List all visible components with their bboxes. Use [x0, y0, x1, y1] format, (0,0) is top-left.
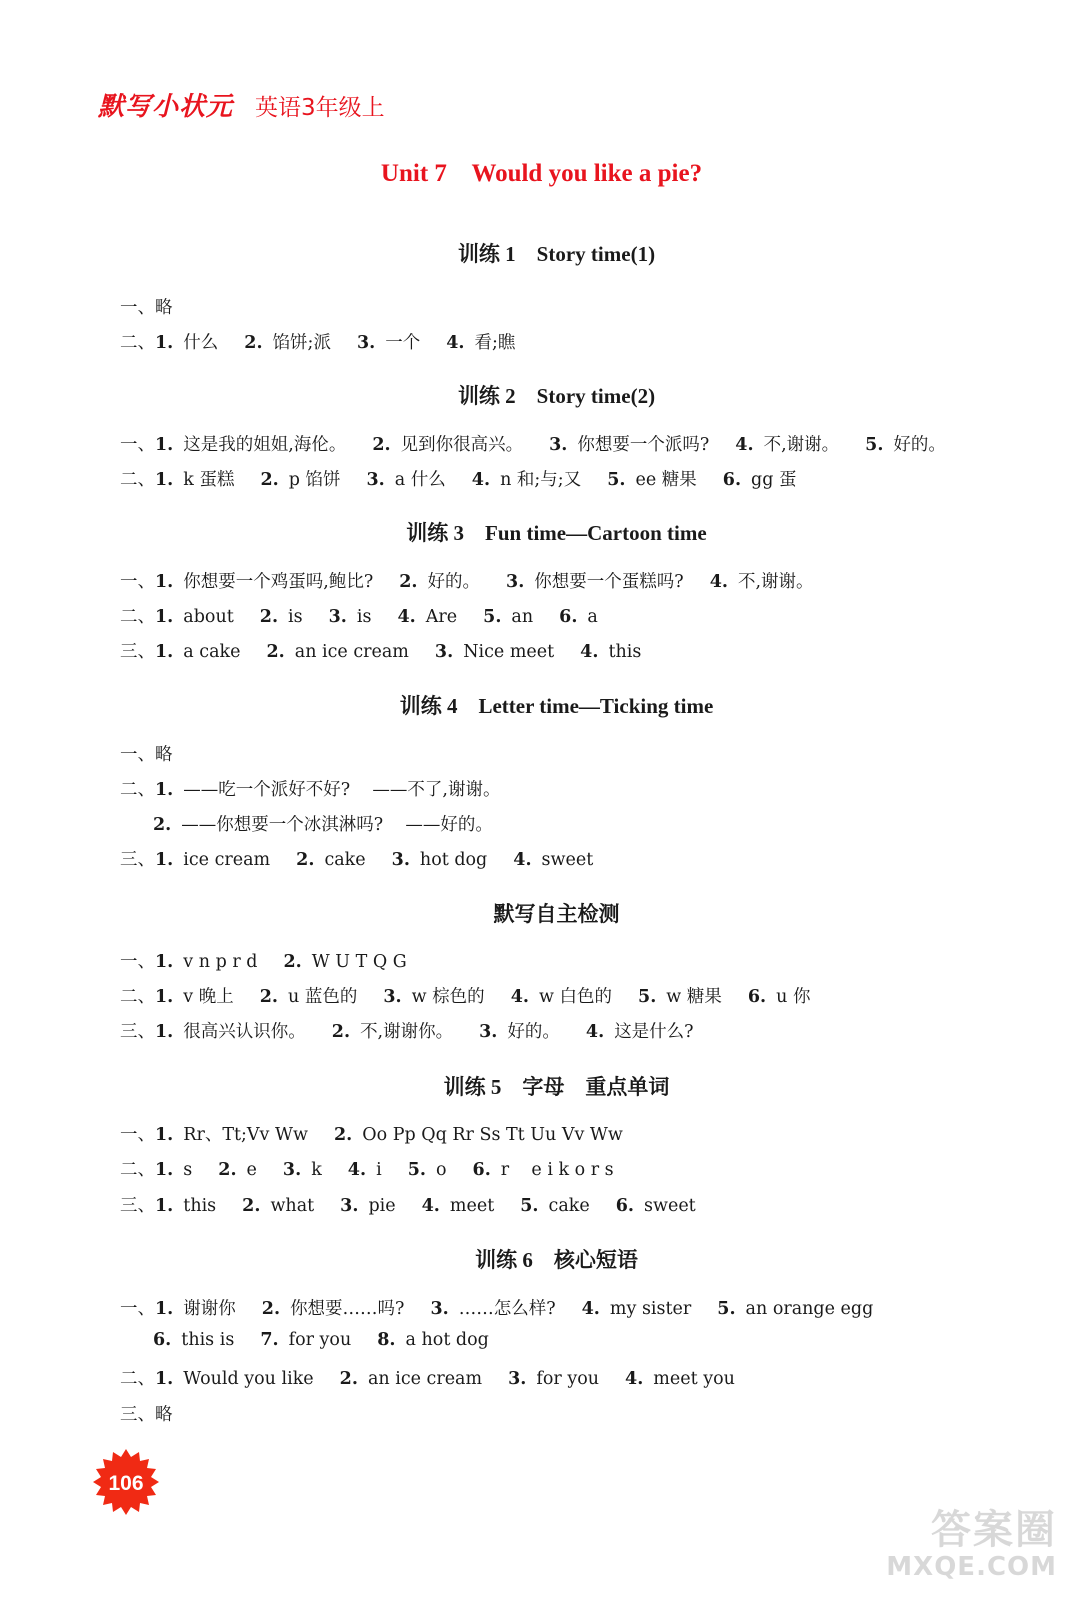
item-number: 2.: [153, 815, 172, 835]
item-number: 4.: [421, 1196, 440, 1216]
question-group-label: 一、: [120, 1125, 155, 1145]
item-answer: this: [608, 642, 642, 662]
item-answer: 馅饼;派: [272, 333, 331, 353]
item-answer: my sister: [609, 1299, 692, 1319]
answer-line: [120, 1365, 735, 1390]
answer-item: [372, 435, 523, 455]
item-answer: what: [270, 1196, 315, 1216]
item-answer: e: [246, 1160, 257, 1180]
answer-item: [397, 607, 457, 627]
answer-item: [472, 470, 581, 490]
answer-item: [549, 435, 709, 455]
item-answer: 这是我的姐姐,海伦。: [183, 435, 347, 455]
answer-item: [155, 642, 240, 662]
item-answer: 略: [155, 298, 173, 318]
item-number: 3.: [508, 1369, 527, 1389]
item-answer: for you: [536, 1369, 600, 1389]
item-answer: cake: [548, 1196, 590, 1216]
answer-item: [508, 1369, 599, 1389]
item-answer: 不,谢谢。: [763, 435, 840, 455]
item-number: 2.: [244, 333, 263, 353]
brand-title: 默写小状元: [98, 92, 234, 122]
item-number: 3.: [340, 1196, 359, 1216]
item-answer: 一个: [385, 333, 421, 353]
item-number: 4.: [581, 1299, 600, 1319]
answer-line: [120, 1018, 694, 1043]
item-answer: ……怎么样?: [458, 1299, 556, 1319]
item-number: 4.: [580, 642, 599, 662]
answer-item: [260, 607, 303, 627]
item-number: 1.: [155, 1022, 174, 1042]
item-answer: a: [587, 607, 598, 627]
question-group-label: 一、: [120, 435, 155, 455]
item-answer: r e i k o r s: [500, 1160, 614, 1180]
item-answer: u 你: [776, 987, 811, 1007]
answer-item: [155, 745, 173, 765]
question-group-label: 三、: [120, 1405, 155, 1425]
item-answer: gg 蛋: [751, 470, 797, 490]
answer-item: [422, 1196, 495, 1216]
page-header: [98, 86, 385, 123]
answer-line: [120, 568, 814, 593]
answer-line: [120, 294, 173, 319]
item-number: 4.: [471, 470, 491, 490]
answer-item: [155, 298, 173, 318]
item-answer: meet: [449, 1196, 495, 1216]
question-group-label: 一、: [120, 298, 155, 318]
watermark: [851, 1498, 1061, 1582]
answer-item: [377, 1330, 489, 1350]
item-answer: w 白色的: [538, 987, 613, 1007]
item-number: 4.: [347, 1160, 367, 1180]
item-answer: pie: [368, 1196, 396, 1216]
answer-item: [367, 470, 446, 490]
answer-item: [408, 1160, 447, 1180]
item-number: 3.: [366, 470, 385, 490]
item-answer: an: [511, 607, 534, 627]
answer-item: [242, 1196, 314, 1216]
answer-item: [399, 572, 480, 592]
item-answer: 略: [155, 745, 173, 765]
item-answer: Rr、Tt;Vv Ww: [183, 1125, 308, 1145]
answer-item: [155, 470, 234, 490]
item-answer: ice cream: [183, 850, 271, 870]
item-number: 4.: [446, 333, 465, 353]
item-answer: this is: [181, 1330, 235, 1350]
question-group-label: 二、: [120, 333, 155, 353]
answer-line: [120, 638, 641, 663]
answer-item: [155, 1369, 314, 1389]
answer-item: [218, 1160, 257, 1180]
question-group-label: 二、: [120, 1160, 155, 1180]
item-number: 8.: [377, 1330, 396, 1350]
answer-item: [357, 333, 420, 353]
item-answer: ee 糖果: [635, 470, 697, 490]
question-group-label: 二、: [120, 1369, 155, 1389]
item-number: 2.: [372, 435, 391, 455]
item-answer: a cake: [183, 642, 241, 662]
page-number-badge: [92, 1448, 160, 1516]
answer-line: [120, 776, 500, 801]
item-answer: k: [311, 1160, 322, 1180]
question-group-label: 三、: [120, 642, 155, 662]
item-number: 1.: [155, 642, 174, 662]
item-number: 5.: [865, 435, 884, 455]
item-number: 6.: [153, 1330, 172, 1350]
section-title: 训练 4 Letter time—Ticking time: [399, 694, 714, 718]
subject-label: 英语3年级上: [255, 95, 385, 121]
answer-item: [340, 1369, 482, 1389]
answer-item: [155, 780, 500, 800]
item-answer: meet you: [653, 1369, 735, 1389]
item-answer: Would you like: [183, 1369, 314, 1389]
item-answer: w 糖果: [666, 987, 722, 1007]
item-answer: 很高兴认识你。: [183, 1022, 306, 1042]
item-number: 3.: [356, 333, 376, 353]
answer-item: [479, 1022, 560, 1042]
answer-item: [155, 333, 218, 353]
answer-item: [383, 987, 484, 1007]
question-group-label: 三、: [120, 1196, 155, 1216]
answer-item: [392, 850, 488, 870]
answer-line: [120, 603, 598, 628]
item-answer: 看;瞧: [474, 333, 516, 353]
item-answer: 不,谢谢。: [737, 572, 814, 592]
answer-item: [266, 642, 408, 662]
item-number: 3.: [549, 435, 568, 455]
answer-item: [155, 1160, 192, 1180]
answer-item: [329, 607, 372, 627]
item-number: 4.: [709, 572, 728, 592]
item-number: 5.: [638, 987, 657, 1007]
item-number: 2.: [283, 952, 302, 972]
item-answer: p 馅饼: [288, 470, 341, 490]
item-number: 1.: [155, 1160, 174, 1180]
answer-item: [244, 333, 331, 353]
item-answer: cake: [324, 850, 366, 870]
item-number: 3.: [282, 1160, 302, 1180]
item-answer: ——吃一个派好不好? ——不了,谢谢。: [183, 780, 501, 800]
answer-item: [155, 1196, 216, 1216]
answer-item: [483, 607, 533, 627]
item-number: 1.: [155, 435, 174, 455]
item-number: 6.: [722, 470, 742, 490]
item-number: 7.: [260, 1330, 279, 1350]
answer-item: [155, 572, 373, 592]
question-group-label: 二、: [120, 780, 155, 800]
answer-item: [473, 1160, 614, 1180]
item-answer: ——你想要一个冰淇淋吗? ——好的。: [181, 815, 493, 835]
question-group-label: 一、: [120, 1299, 155, 1319]
item-answer: 好的。: [893, 435, 946, 455]
item-number: 6.: [615, 1196, 634, 1216]
item-number: 4.: [585, 1022, 605, 1042]
item-number: 1.: [155, 780, 174, 800]
section-title: 训练 6 核心短语: [475, 1248, 638, 1272]
item-number: 2.: [333, 1125, 353, 1145]
item-answer: s: [183, 1160, 193, 1180]
answer-item: [717, 1299, 873, 1319]
answer-item: [155, 1125, 308, 1145]
item-number: 1.: [155, 470, 174, 490]
item-number: 1.: [155, 987, 174, 1007]
item-number: 4.: [735, 435, 754, 455]
item-answer: hot dog: [419, 850, 488, 870]
item-number: 3.: [506, 572, 525, 592]
item-number: 3.: [391, 850, 410, 870]
item-answer: this: [183, 1196, 217, 1216]
answer-item: [283, 952, 406, 972]
item-number: 2.: [399, 572, 418, 592]
answer-line: [120, 466, 797, 491]
answer-item: [865, 435, 946, 455]
item-answer: 略: [155, 1405, 173, 1425]
section-title: 训练 5 字母 重点单词: [443, 1075, 670, 1099]
answer-line: [120, 1192, 696, 1217]
item-number: 1.: [155, 607, 174, 627]
answer-item: [332, 1022, 453, 1042]
item-number: 4.: [625, 1369, 644, 1389]
item-answer: an ice cream: [367, 1369, 483, 1389]
item-number: 3.: [383, 987, 402, 1007]
item-number: 1.: [155, 952, 174, 972]
item-number: 3.: [328, 607, 347, 627]
question-group-label: 三、: [120, 1022, 155, 1042]
item-answer: a 什么: [394, 470, 446, 490]
answer-line: [120, 329, 515, 354]
item-answer: Are: [425, 607, 458, 627]
answer-item: [748, 987, 811, 1007]
answer-item: [446, 333, 515, 353]
item-answer: v n p r d: [183, 952, 258, 972]
question-group-label: 一、: [120, 745, 155, 765]
item-number: 6.: [559, 607, 578, 627]
answer-item: [340, 1196, 395, 1216]
answer-item: [260, 470, 340, 490]
answer-line: [120, 846, 593, 871]
question-group-label: 二、: [120, 470, 155, 490]
answer-item: [513, 850, 593, 870]
question-group-label: 二、: [120, 607, 155, 627]
item-answer: 好的。: [427, 572, 481, 592]
page-number: 106: [108, 1472, 144, 1495]
item-answer: sweet: [644, 1196, 696, 1216]
item-number: 4.: [513, 850, 532, 870]
answer-item: [155, 952, 257, 972]
item-answer: is: [356, 607, 372, 627]
answer-item: [283, 1160, 322, 1180]
item-number: 1.: [155, 1125, 174, 1145]
answer-item: [616, 1196, 696, 1216]
item-answer: 你想要……吗?: [290, 1299, 405, 1319]
answer-item: [155, 850, 270, 870]
item-answer: k 蛋糕: [183, 470, 235, 490]
item-answer: 什么: [183, 333, 219, 353]
item-number: 2.: [339, 1369, 358, 1389]
item-number: 2.: [261, 1299, 281, 1319]
section-title: 训练 1 Story time(1): [457, 242, 656, 266]
item-number: 1.: [155, 1369, 174, 1389]
item-number: 1.: [155, 850, 174, 870]
question-group-label: 一、: [120, 572, 155, 592]
item-answer: v 晚上: [183, 987, 234, 1007]
item-number: 5.: [520, 1196, 539, 1216]
answer-item: [155, 435, 346, 455]
watermark-url: MXQE.COM: [886, 1552, 1057, 1582]
item-number: 1.: [155, 333, 174, 353]
item-answer: 这是什么?: [614, 1022, 694, 1042]
answer-line: [120, 1156, 614, 1181]
answer-line: [153, 1330, 489, 1350]
item-number: 2.: [266, 642, 285, 662]
answer-item: [625, 1369, 735, 1389]
item-number: 6.: [747, 987, 767, 1007]
answer-item: [348, 1160, 382, 1180]
item-number: 6.: [472, 1160, 491, 1180]
item-number: 3.: [434, 642, 454, 662]
answer-item: [260, 987, 358, 1007]
section-title: 训练 3 Fun time—Cartoon time: [406, 521, 707, 545]
answer-item: [580, 642, 641, 662]
answer-item: [506, 572, 684, 592]
answer-item: [511, 987, 612, 1007]
item-number: 2.: [331, 1022, 351, 1042]
answer-line: [120, 431, 946, 456]
answer-item: [334, 1125, 623, 1145]
item-number: 1.: [155, 1299, 174, 1319]
item-answer: w 棕色的: [411, 987, 485, 1007]
item-number: 4.: [397, 607, 416, 627]
answer-line: [120, 1121, 623, 1146]
unit-title: Unit 7 Would you like a pie?: [380, 160, 703, 187]
answer-item: [710, 572, 814, 592]
item-answer: 你想要一个派吗?: [577, 435, 710, 455]
answer-line: [120, 1295, 873, 1320]
answer-item: [155, 1022, 306, 1042]
answer-item: [559, 607, 598, 627]
answer-item: [735, 435, 839, 455]
item-answer: 你想要一个蛋糕吗?: [534, 572, 684, 592]
answer-item: [638, 987, 722, 1007]
item-number: 5.: [717, 1299, 736, 1319]
item-answer: about: [183, 607, 234, 627]
answer-item: [155, 1299, 236, 1319]
item-answer: an ice cream: [294, 642, 409, 662]
answer-item: [586, 1022, 694, 1042]
item-answer: 好的。: [507, 1022, 560, 1042]
item-number: 3.: [430, 1299, 449, 1319]
answer-item: [155, 607, 234, 627]
section-title: 默写自主检测: [493, 902, 620, 926]
answer-line: [153, 811, 493, 836]
answer-item: [260, 1330, 351, 1350]
answer-item: [262, 1299, 405, 1319]
answer-item: [153, 815, 493, 835]
answer-item: [430, 1299, 555, 1319]
item-number: 5.: [407, 1160, 426, 1180]
item-number: 4.: [510, 987, 529, 1007]
answer-item: [296, 850, 365, 870]
answer-item: [520, 1196, 589, 1216]
answer-item: [607, 470, 697, 490]
section-title: 训练 2 Story time(2): [457, 384, 656, 408]
item-number: 3.: [479, 1022, 498, 1042]
answer-line: [120, 1401, 173, 1426]
item-number: 2.: [296, 850, 315, 870]
item-answer: n 和;与;又: [500, 470, 582, 490]
item-number: 1.: [155, 1196, 174, 1216]
answer-item: [723, 470, 797, 490]
answer-line: [120, 948, 407, 973]
answer-item: [435, 642, 554, 662]
answer-item: [155, 1405, 173, 1425]
item-answer: Nice meet: [463, 642, 555, 662]
item-answer: 见到你很高兴。: [400, 435, 524, 455]
item-answer: Oo Pp Qq Rr Ss Tt Uu Vv Ww: [362, 1125, 623, 1145]
item-answer: 你想要一个鸡蛋吗,鲍比?: [183, 572, 374, 592]
item-answer: 不,谢谢你。: [360, 1022, 454, 1042]
item-number: 1.: [155, 572, 174, 592]
item-number: 5.: [607, 470, 626, 490]
answer-item: [153, 1330, 234, 1350]
item-number: 2.: [259, 607, 279, 627]
answer-item: [582, 1299, 692, 1319]
answer-line: [120, 741, 173, 766]
answer-line: [120, 983, 810, 1008]
item-number: 2.: [260, 470, 279, 490]
item-number: 2.: [242, 1196, 261, 1216]
item-number: 2.: [259, 987, 279, 1007]
item-number: 5.: [483, 607, 502, 627]
item-answer: 谢谢你: [183, 1299, 236, 1319]
answer-item: [155, 987, 234, 1007]
question-group-label: 一、: [120, 952, 155, 972]
watermark-logo: 答案圈: [931, 1507, 1057, 1553]
item-answer: sweet: [541, 850, 594, 870]
item-answer: u 蓝色的: [288, 987, 358, 1007]
item-number: 2.: [218, 1160, 237, 1180]
item-answer: for you: [288, 1330, 352, 1350]
item-answer: W U T Q G: [311, 952, 407, 972]
item-answer: is: [288, 607, 303, 627]
item-answer: o: [435, 1160, 447, 1180]
item-answer: an orange egg: [745, 1299, 874, 1319]
question-group-label: 二、: [120, 987, 155, 1007]
item-answer: i: [376, 1160, 382, 1180]
question-group-label: 三、: [120, 850, 155, 870]
item-answer: a hot dog: [405, 1330, 489, 1350]
